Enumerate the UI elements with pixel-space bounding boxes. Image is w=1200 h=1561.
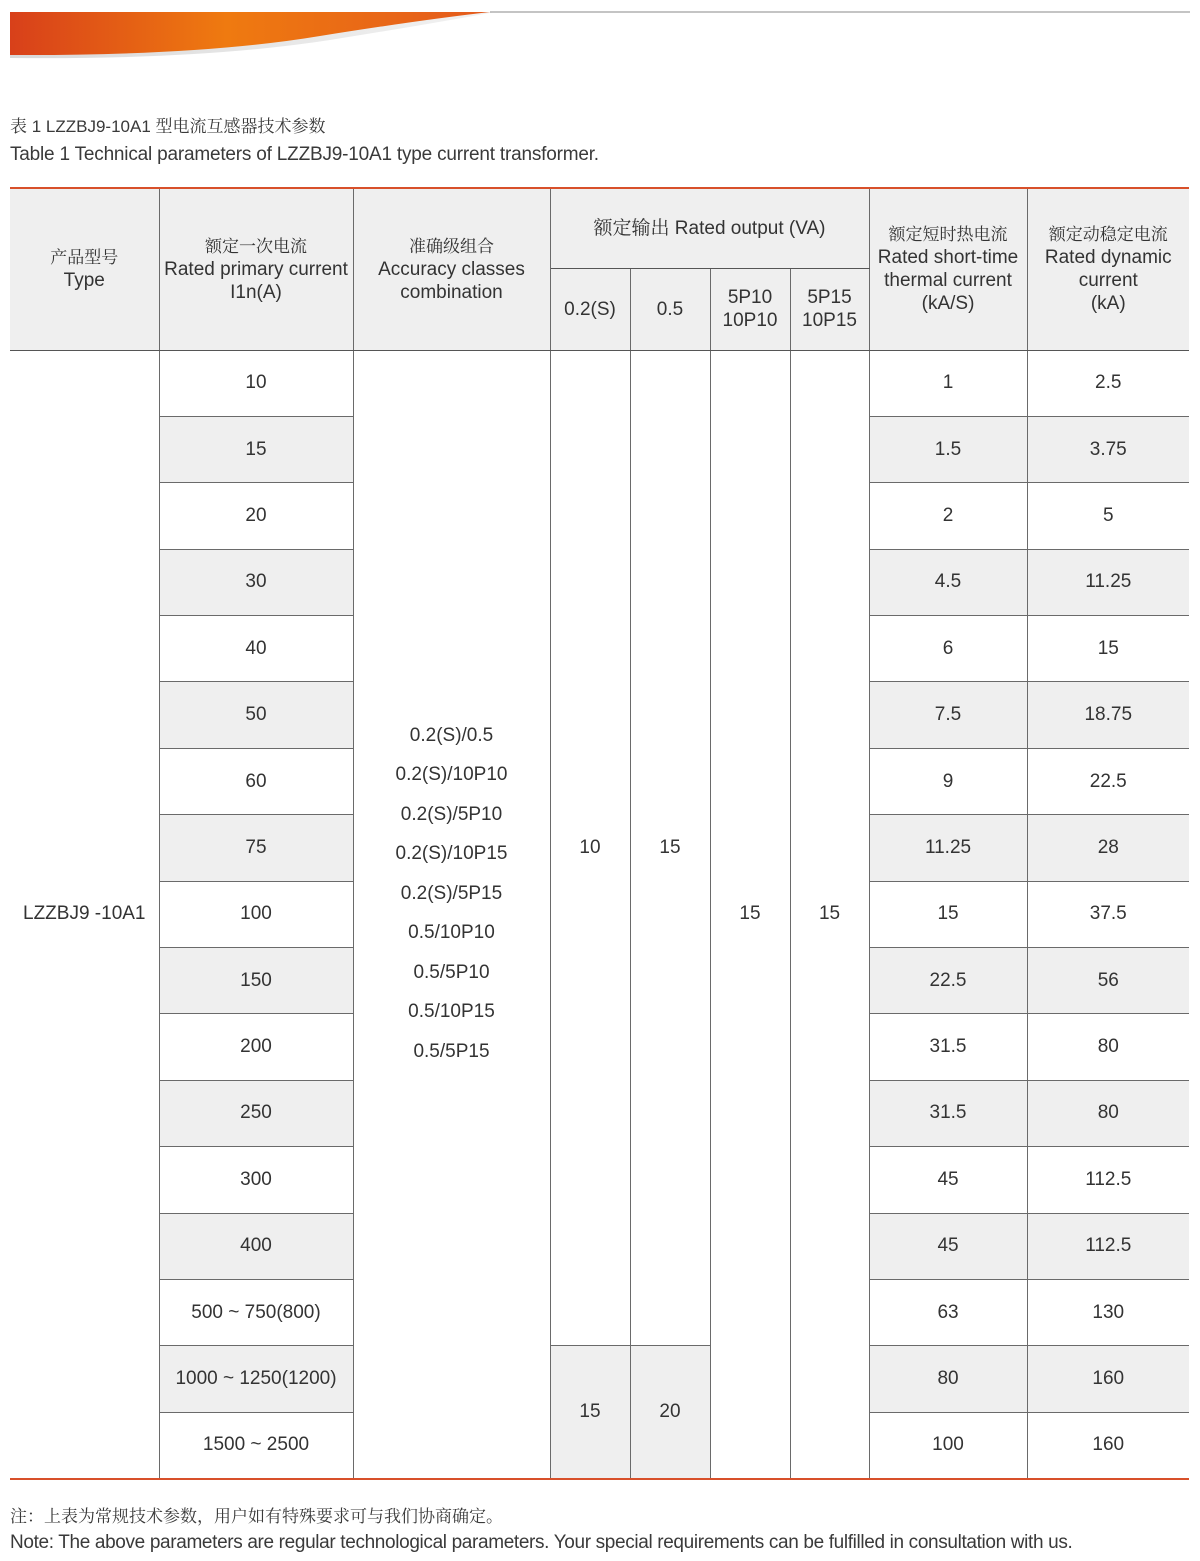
header-current-en: Rated primary current: [164, 258, 348, 280]
thermal-cell: 6: [869, 616, 1027, 682]
current-cell: 75: [159, 815, 353, 881]
accuracy-class-item: 0.5/5P10: [413, 961, 490, 983]
note-en: Note: The above parameters are regular technological parameters. Your special requirements can be fulfilled in consultation with us.: [10, 1532, 1073, 1553]
header-out-c4a: 5P15: [807, 287, 852, 308]
header-dynamic-cn: 额定动稳定电流: [1048, 225, 1168, 245]
header-thermal-en2: thermal current: [884, 270, 1012, 292]
thermal-cell: 2: [869, 483, 1027, 549]
header-out-c2: 0.5: [656, 298, 684, 320]
header-dynamic-current: [1027, 188, 1189, 350]
header-out-c3a: 5P10: [727, 287, 773, 308]
dynamic-cell: 80: [1027, 1014, 1189, 1080]
type-cell: [10, 350, 159, 1479]
current-cell: 50: [159, 682, 353, 748]
current-cell: 40: [159, 616, 353, 682]
current-cell: 100: [159, 881, 353, 947]
accuracy-class-item: 0.5/10P15: [408, 1001, 495, 1022]
output-5p10: 15: [710, 350, 790, 1479]
header-dynamic-en1: Rated dynamic: [1044, 247, 1172, 269]
table-row: [10, 1346, 1189, 1412]
header-out-c4b: 10P15: [802, 310, 857, 331]
table-caption-en: Table 1 Technical parameters of LZZBJ9-10A1 type current transformer.: [10, 144, 599, 165]
table-caption-cn: 表 1 LZZBJ9-10A1 型电流互感器技术参数: [10, 117, 326, 136]
output-02s-lower: 15: [550, 1346, 630, 1479]
note-cn: 注：上表为常规技术参数，用户如有特殊要求可与我们协商确定。: [10, 1507, 503, 1526]
parameters-table: [10, 187, 1189, 1480]
header-type-en: Type: [63, 270, 105, 292]
thermal-cell: 22.5: [869, 948, 1027, 1014]
current-cell: 1000 ~ 1250(1200): [159, 1346, 353, 1412]
thermal-cell: 45: [869, 1213, 1027, 1279]
header-banner: [0, 0, 1200, 70]
current-cell: 200: [159, 1014, 353, 1080]
header-output-label: 额定输出 Rated output (VA): [593, 217, 826, 239]
header-accuracy-cn: 准确级组合: [409, 236, 494, 256]
header-current-cn: 额定一次电流: [205, 236, 307, 256]
dynamic-cell: 5: [1027, 483, 1189, 549]
dynamic-cell: 11.25: [1027, 549, 1189, 615]
thermal-cell: 9: [869, 748, 1027, 814]
output-05-lower: 20: [630, 1346, 710, 1479]
dynamic-cell: 28: [1027, 815, 1189, 881]
thermal-cell: 4.5: [869, 549, 1027, 615]
header-output-05: [630, 268, 710, 350]
dynamic-cell: 18.75: [1027, 682, 1189, 748]
thermal-cell: 45: [869, 1147, 1027, 1213]
header-output-02s: [550, 268, 630, 350]
header-accuracy: [353, 188, 550, 350]
type-value: LZZBJ9 -10A1: [23, 903, 146, 925]
dynamic-cell: 160: [1027, 1412, 1189, 1479]
header-dynamic-en2: current: [1078, 270, 1138, 292]
thermal-cell: 1: [869, 350, 1027, 416]
dynamic-cell: 15: [1027, 616, 1189, 682]
current-cell: 400: [159, 1213, 353, 1279]
dynamic-cell: 3.75: [1027, 416, 1189, 482]
current-cell: 30: [159, 549, 353, 615]
output-05-upper: 15: [630, 350, 710, 1346]
current-cell: 10: [159, 350, 353, 416]
current-cell: 15: [159, 416, 353, 482]
current-cell: 500 ~ 750(800): [159, 1279, 353, 1345]
header-out-c1: 0.2(S): [564, 298, 616, 320]
header-output-5p10: [710, 268, 790, 350]
dynamic-cell: 130: [1027, 1279, 1189, 1345]
accuracy-class-item: 0.5/10P10: [408, 922, 495, 943]
thermal-cell: 1.5: [869, 416, 1027, 482]
thermal-cell: 31.5: [869, 1080, 1027, 1146]
header-output-5p15: [790, 268, 869, 350]
header-thermal-current: [869, 188, 1027, 350]
current-cell: 300: [159, 1147, 353, 1213]
table-row: [10, 350, 1189, 416]
dynamic-cell: 80: [1027, 1080, 1189, 1146]
thermal-cell: 80: [869, 1346, 1027, 1412]
header-out-c3b: 10P10: [722, 310, 778, 331]
accuracy-class-item: 0.2(S)/5P15: [400, 882, 503, 904]
thermal-cell: 31.5: [869, 1014, 1027, 1080]
accuracy-class-item: 0.2(S)/5P10: [400, 803, 503, 825]
header-thermal-unit: (kA/S): [921, 293, 975, 315]
dynamic-cell: 56: [1027, 948, 1189, 1014]
accuracy-class-item: 0.2(S)/10P10: [395, 764, 508, 785]
dynamic-cell: 112.5: [1027, 1147, 1189, 1213]
thermal-cell: 15: [869, 881, 1027, 947]
header-thermal-en1: Rated short-time: [877, 247, 1019, 269]
header-dynamic-unit: (kA): [1090, 293, 1126, 315]
thermal-cell: 63: [869, 1279, 1027, 1345]
accuracy-class-item: 0.2(S)/0.5: [409, 724, 494, 746]
header-current-unit: I1n(A): [230, 281, 282, 303]
current-cell: 150: [159, 948, 353, 1014]
current-cell: 60: [159, 748, 353, 814]
header-type: [10, 188, 159, 350]
header-accuracy-en2: combination: [400, 281, 503, 303]
thermal-cell: 7.5: [869, 682, 1027, 748]
accuracy-cell: [353, 350, 550, 1479]
accuracy-class-item: 0.2(S)/10P15: [395, 843, 508, 864]
header-primary-current: [159, 188, 353, 350]
current-cell: 250: [159, 1080, 353, 1146]
output-5p15: 15: [790, 350, 869, 1479]
thermal-cell: 11.25: [869, 815, 1027, 881]
header-type-cn: 产品型号: [50, 248, 119, 268]
current-cell: 20: [159, 483, 353, 549]
header-thermal-cn: 额定短时热电流: [888, 225, 1008, 245]
accuracy-class-item: 0.5/5P15: [413, 1040, 490, 1062]
dynamic-cell: 2.5: [1027, 350, 1189, 416]
header-accuracy-en1: Accuracy classes: [378, 258, 525, 280]
output-02s-upper: 10: [550, 350, 630, 1346]
dynamic-cell: 160: [1027, 1346, 1189, 1412]
dynamic-cell: 37.5: [1027, 881, 1189, 947]
thermal-cell: 100: [869, 1412, 1027, 1479]
dynamic-cell: 22.5: [1027, 748, 1189, 814]
header-rated-output: [550, 188, 869, 268]
dynamic-cell: 112.5: [1027, 1213, 1189, 1279]
current-cell: 1500 ~ 2500: [159, 1412, 353, 1479]
